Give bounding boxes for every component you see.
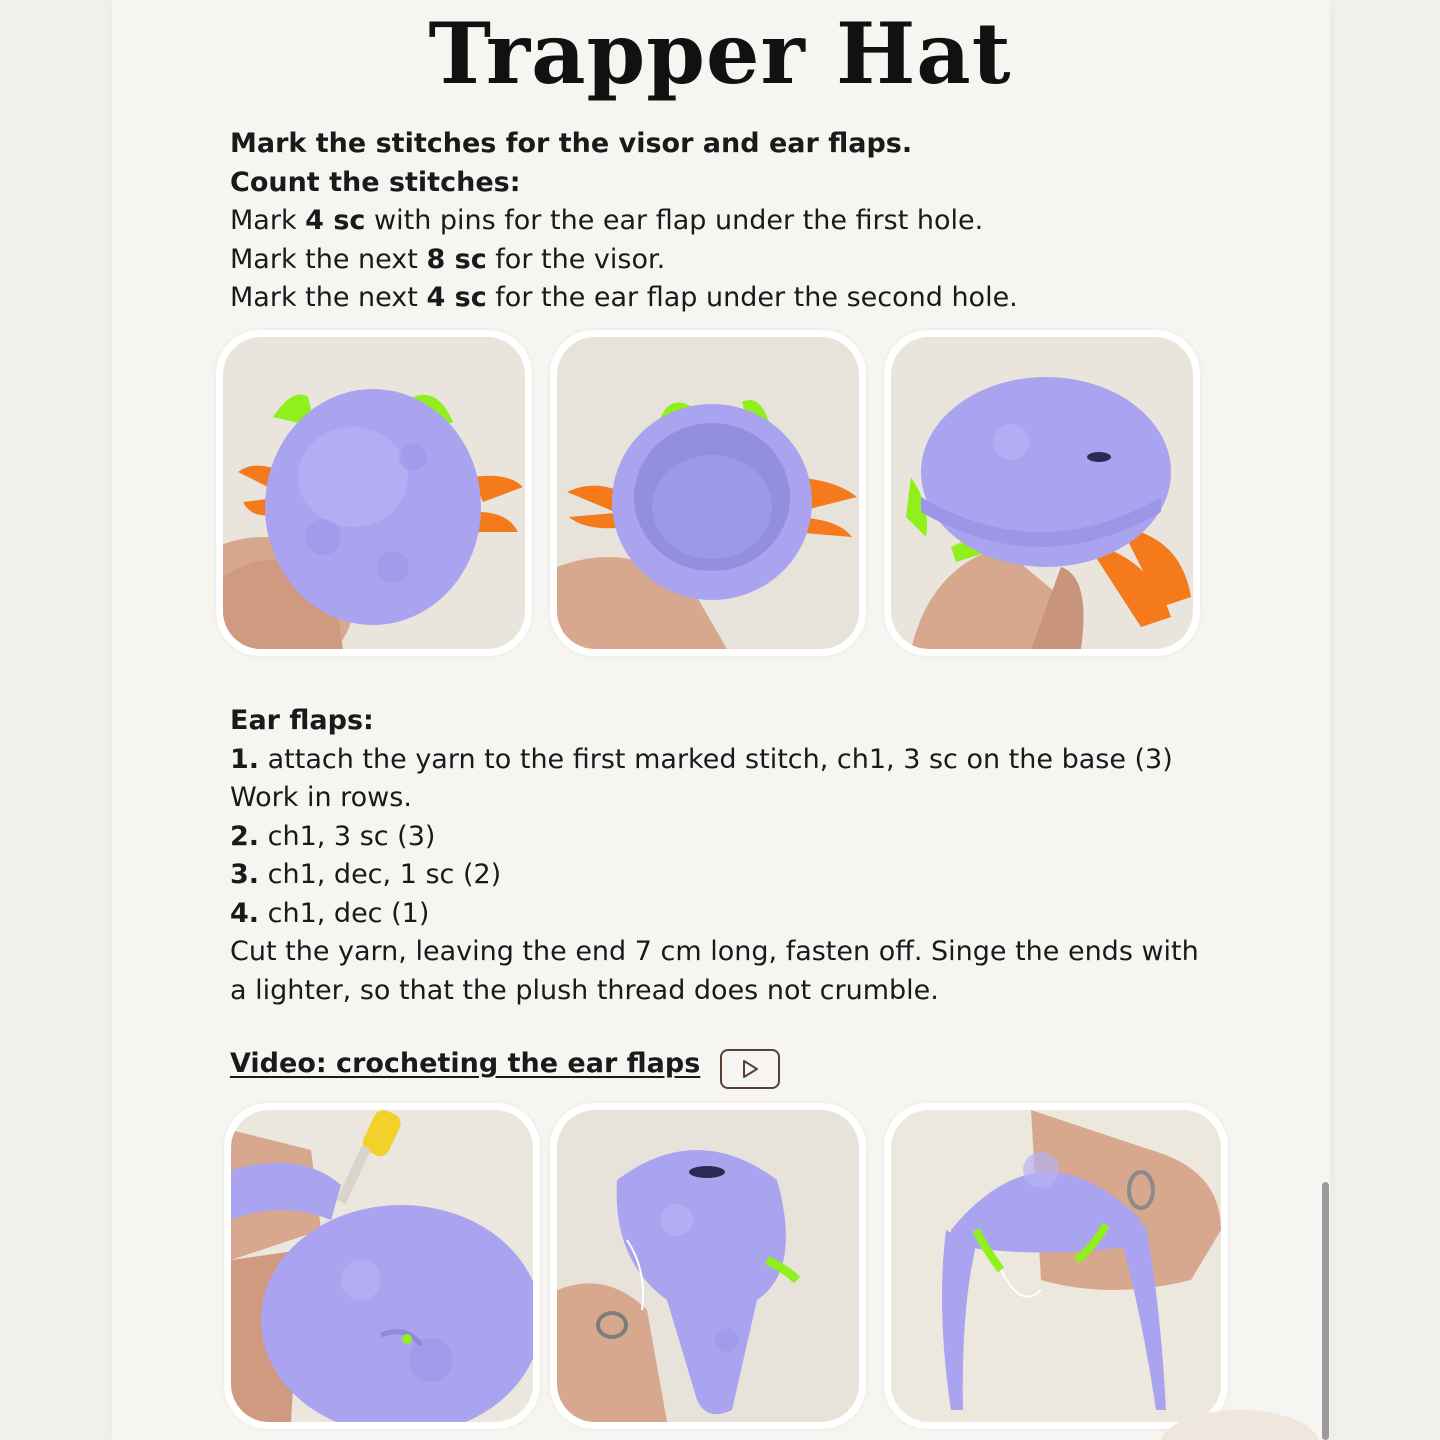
photo-hat-side-with-pins — [884, 330, 1200, 656]
section-heading: Ear flaps: — [230, 705, 374, 736]
section-subheading: Count the stitches: — [230, 166, 521, 198]
photo-finished-trapper-hat — [884, 1103, 1228, 1429]
photo-hat-top-with-pins — [216, 330, 532, 656]
play-icon — [739, 1058, 761, 1080]
pattern-note: Work in rows. — [230, 782, 412, 813]
finishing-text: a lighter, so that the plush thread does not crumble. — [230, 974, 939, 1006]
finishing-text: Cut the yarn, leaving the end 7 cm long, fasten off. Singe the ends with — [230, 936, 1199, 967]
photo-ear-flap-crocheted — [550, 1103, 866, 1429]
photo-attaching-yarn — [224, 1103, 540, 1429]
pattern-row: 2. ch1, 3 sc (3) — [230, 820, 436, 852]
scrollbar[interactable] — [1322, 1182, 1329, 1440]
play-button[interactable] — [720, 1049, 780, 1089]
pattern-row: 4. ch1, dec (1) — [230, 897, 430, 929]
ear-flap-instructions — [230, 702, 1230, 1010]
page-title: Trapper Hat — [428, 4, 1012, 103]
pattern-row: 1. attach the yarn to the first marked stitch, ch1, 3 sc on the base (3) — [230, 743, 1173, 775]
pattern-row: 3. ch1, dec, 1 sc (2) — [230, 859, 502, 890]
marking-instructions — [230, 125, 1230, 318]
video-link[interactable]: Video: crocheting the ear flaps — [230, 1048, 701, 1079]
section-heading: Mark the stitches for the visor and ear flaps. — [230, 128, 913, 159]
photo-hat-inside-with-pins — [550, 330, 866, 656]
instruction-line: Mark the next 4 sc for the ear flap under the second hole. — [230, 282, 1018, 313]
instruction-line: Mark 4 sc with pins for the ear flap under the first hole. — [230, 205, 984, 236]
instruction-line: Mark the next 8 sc for the visor. — [230, 243, 666, 275]
